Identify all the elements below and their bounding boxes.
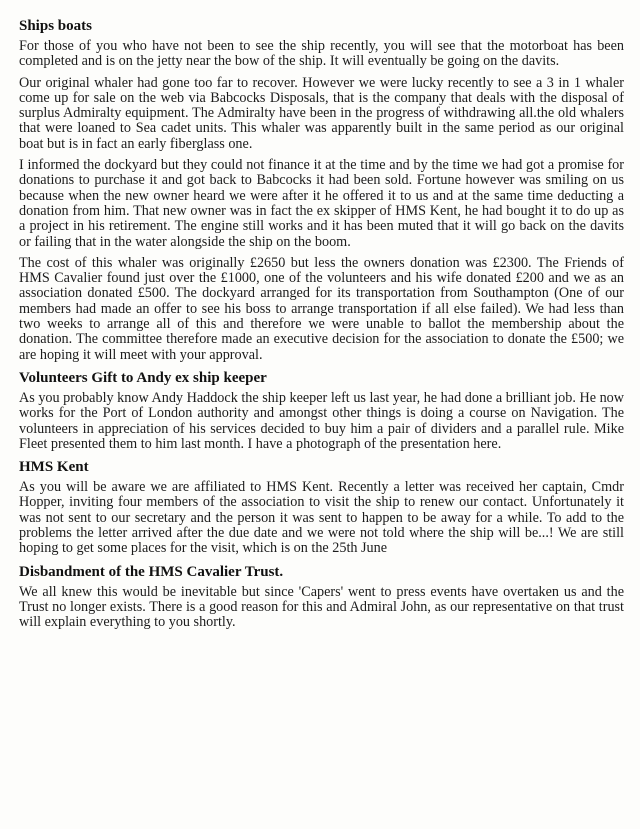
paragraph: We all knew this would be inevitable but since 'Capers' went to press events have overtaken us and the Trust no longer exists. There is a good reason for this and Admiral John, as our representative on that trust will explain everything to you shortly. [19, 583, 624, 631]
section-hms-kent [19, 458, 624, 556]
paragraph: Our original whaler had gone too far to recover. However we were lucky recently to see a 3 in 1 whaler come up for sale on the web via Babcocks Disposals, that is the company that deals with the disposal of surplus Admiralty equipment. The Admiralty have been in the progress of withdrawing all.the old whalers that were loaned to Sea cadet units. This whaler was apparently built in the same period as our original boat but is in fact an early fiberglass one. [19, 74, 624, 152]
section-trust-disbandment [19, 563, 624, 631]
section-heading: Volunteers Gift to Andy ex ship keeper [19, 369, 267, 386]
paragraph: I informed the dockyard but they could not finance it at the time and by the time we had got a promise for donations to purchase it and got back to Babcocks it had been sold. Fortune however was smiling on us because when the new owner heard we were after it he offered it to us and at the same time deducting a donation from him. That new owner was in fact the ex skipper of HMS Kent, he had bought it to do up as a project in his retirement. The engine still works and it has been muted that it will go back on the davits or failing that in the water alongside the ship on the boom. [19, 157, 624, 250]
section-heading: Disbandment of the HMS Cavalier Trust. [19, 563, 284, 580]
section-ships-boats [19, 17, 624, 363]
paragraph: For those of you who have not been to see the ship recently, you will see that the motorboat has been completed and is on the jetty near the bow of the ship. It will eventually be going on the davits. [19, 38, 624, 70]
paragraph: The cost of this whaler was originally £2650 but less the owners donation was £2300. The Friends of HMS Cavalier found just over the £1000, one of the volunteers and his wife donated £200 and we as an association donated £500. The dockyard arranged for its transportation from Southampton (One of our members had made an offer to see his boss to arrange transportation if all else failed). We had less than two weeks to arrange all of this and therefore we were unable to ballot the membership about the donation. The committee therefore made an executive decision for the association to donate the £500; we are hoping it will meet with your approval. [19, 254, 624, 363]
section-heading: Ships boats [19, 18, 92, 34]
paragraph: As you probably know Andy Haddock the ship keeper left us last year, he had done a brilliant job. He now works for the Port of London authority and amongst other things is doing a course on Navigation. The volunteers in appreciation of his services decided to buy him a pair of dividers and a parallel rule. Mike Fleet presented them to him last month. I have a photograph of the presentation here. [19, 389, 624, 452]
section-volunteers-gift [19, 369, 624, 452]
paragraph: As you will be aware we are affiliated to HMS Kent. Recently a letter was received her captain, Cmdr Hopper, inviting four members of the association to visit the ship to renew our contact. Unfortunately it was not sent to our secretary and the person it was sent to happen to be away for a while. To add to the problems the letter arrived after the due date and we were not told where the ship will be...! We are still hoping to get some places for the visit, which is on the 25th June [19, 479, 624, 557]
section-heading: HMS Kent [19, 459, 89, 476]
